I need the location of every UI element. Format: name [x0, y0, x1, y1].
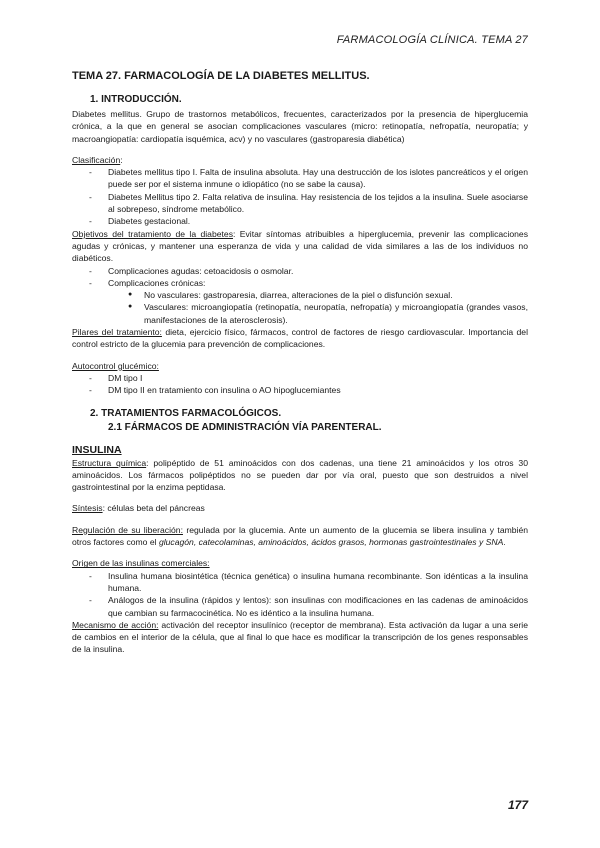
- list-item: - Análogos de la insulina (rápidos y lentos): son insulinas con modificaciones en las cadenas de aminoácidos que cambian su farmacocinética. No es idéntico a la insulina humana.: [72, 594, 528, 619]
- autocontrol-heading: [72, 360, 528, 372]
- pilares-paragraph: [72, 326, 528, 351]
- clasificacion-colon: :: [120, 154, 123, 165]
- list-item: - Diabetes mellitus tipo I. Falta de insulina absoluta. Hay una destrucción de los islotes pancreáticos y el origen puede ser por el sistema inmune o idiopático (no se sabe la causa).: [72, 166, 528, 191]
- objetivos-label: Objetivos del tratamiento de la diabetes: [72, 228, 233, 239]
- autocontrol-list: [72, 372, 528, 397]
- regulacion-end: .: [503, 537, 506, 548]
- mecanismo-paragraph: [72, 619, 528, 656]
- page-number: 177: [507, 798, 528, 812]
- sintesis-paragraph: [72, 502, 528, 514]
- objetivos-text: : Evitar síntomas atribuibles a hiperglucemia, prevenir las complicaciones agudas y crónicas, y mantener una esperanza de vida y una calidad de vida similares a las de los individuos no diabéticos.: [72, 228, 528, 264]
- estructura-paragraph: [72, 457, 528, 494]
- list-item: - Complicaciones crónicas:: [72, 277, 528, 289]
- subsection-heading-parenteral: 2.1 FÁRMACOS DE ADMINISTRACIÓN VÍA PARENTERAL.: [108, 421, 382, 433]
- objetivos-paragraph: [72, 228, 528, 265]
- list-item: ● No vasculares: gastroparesia, diarrea, alteraciones de la piel o disfunción sexual.: [72, 289, 528, 301]
- sintesis-text: : células beta del páncreas: [102, 503, 205, 514]
- document-body: [72, 70, 528, 656]
- list-item: - Diabetes Mellitus tipo 2. Falta relativa de insulina. Hay resistencia de los tejidos a la insulina. Suele asociarse al sobrepeso, síndrome metabólico.: [72, 191, 528, 216]
- list-item: - Insulina humana biosintética (técnica genética) o insulina humana recombinante. Son idénticas a la insulina humana.: [72, 570, 528, 595]
- complicaciones-list: [72, 265, 528, 290]
- origen-label: Origen de las insulinas comerciales:: [72, 558, 210, 569]
- origen-heading: [72, 557, 528, 569]
- running-header: FARMACOLOGÍA CLÍNICA. TEMA 27: [336, 34, 528, 46]
- pilares-label: Pilares del tratamiento:: [72, 327, 162, 338]
- estructura-text: : polipéptido de 51 aminoácidos con dos cadenas, una tiene 21 aminoácidos y los otros 30 aminoácidos. Los fármacos polipéptidos no se pueden dar por vía oral, puesto que son destruidos a nivel gastrointestinal por la enzima peptidasa.: [72, 457, 528, 493]
- section-heading-tratamientos: 2. TRATAMIENTOS FARMACOLÓGICOS.: [90, 407, 282, 419]
- insulina-title: INSULINA: [72, 443, 122, 456]
- chapter-title: TEMA 27. FARMACOLOGÍA DE LA DIABETES MELLITUS.: [72, 70, 370, 82]
- clasificacion-list: [72, 166, 528, 227]
- section-heading-introduccion: 1. INTRODUCCIÓN.: [90, 94, 182, 105]
- clasificacion-heading: [72, 154, 528, 166]
- list-item: ● Vasculares: microangiopatía (retinopatía, neuropatía, nefropatía) y microangiopatía (grandes vasos, manifestaciones de la aterosclerosis).: [72, 301, 528, 326]
- mecanismo-text: activación del receptor insulínico (receptor de membrana). Esta activación da lugar a una serie de cambios en el interior de la célula, que al final lo que hace es modificar la transcripción de los genes responsables de la insulina.: [72, 619, 528, 655]
- regulacion-label: Regulación de su liberación:: [72, 524, 183, 535]
- intro-paragraph: Diabetes mellitus. Grupo de trastornos metabólicos, frecuentes, caracterizados por la presencia de hiperglucemia crónica, a la que en general se asocian complicaciones vasculares (micro: retinopatía, nefropatía, neuropatía; y macroangiopatía: cardiopatía isquémica, acv) y no vasculares (gastroparesia diabética): [72, 109, 528, 144]
- regulacion-factores: glucagón, catecolaminas, aminoácidos, ácidos grasos, hormonas gastrointestinales y SNA: [158, 537, 504, 548]
- autocontrol-label: Autocontrol glucémico:: [72, 360, 159, 371]
- pilares-text: dieta, ejercicio físico, fármacos, control de factores de riesgo cardiovascular. Importancia del control estricto de la glucemia para prevención de complicaciones.: [72, 327, 528, 350]
- sintesis-label: Síntesis: [72, 503, 103, 514]
- complicaciones-cronicas-list: [72, 289, 528, 326]
- regulacion-text: regulada por la glucemia. Ante un aumento de la glucemia se libera insulina y también otros factores como el: [72, 524, 529, 548]
- list-item: - Diabetes gestacional.: [72, 215, 528, 227]
- list-item: - Complicaciones agudas: cetoacidosis o osmolar.: [72, 265, 528, 277]
- list-item: - DM tipo I: [72, 372, 528, 384]
- estructura-label: Estructura química: [72, 457, 147, 468]
- regulacion-paragraph: [72, 524, 528, 549]
- list-item: - DM tipo II en tratamiento con insulina o AO hipoglucemiantes: [72, 384, 528, 396]
- mecanismo-label: Mecanismo de acción:: [72, 619, 159, 630]
- origen-list: [72, 570, 528, 619]
- clasificacion-label: Clasificación: [72, 154, 121, 165]
